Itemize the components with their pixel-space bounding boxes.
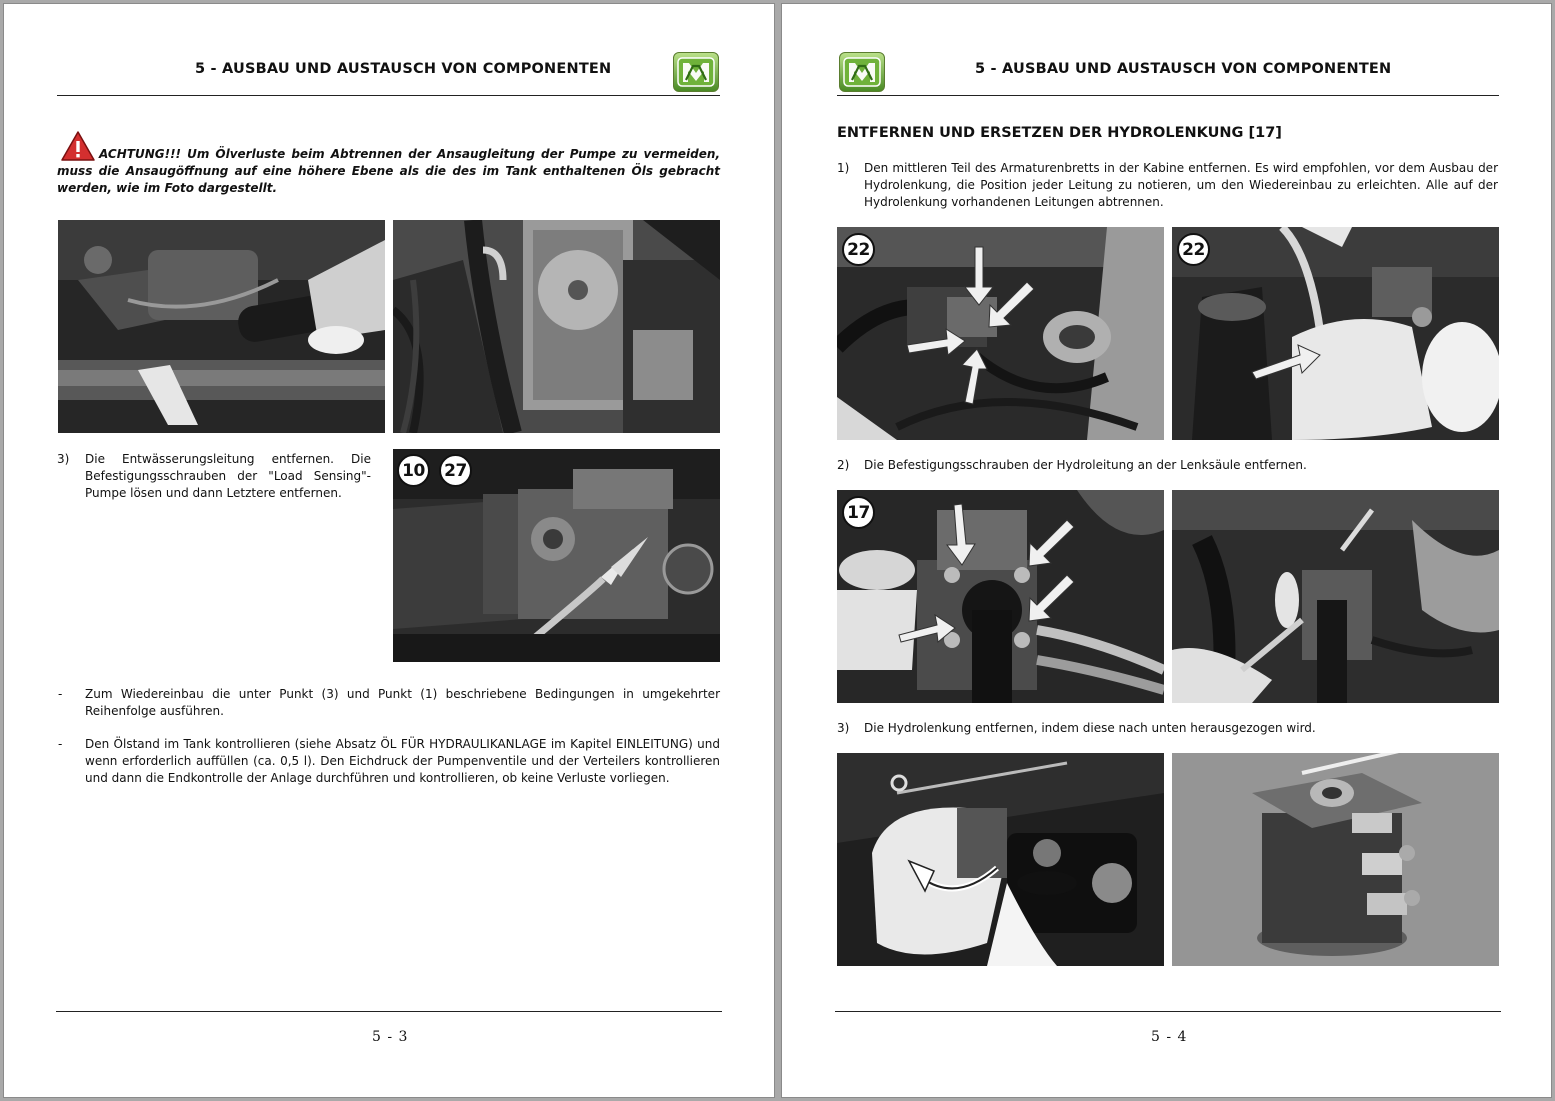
photo-steering-unit-removal xyxy=(837,753,1164,966)
header-rule xyxy=(57,95,720,96)
photo-pump-suction xyxy=(58,220,385,433)
logo-mark-icon xyxy=(843,56,881,88)
section-heading: ENTFERNEN UND ERSETZEN DER HYDROLENKUNG [17] xyxy=(837,125,1282,141)
document-page-left xyxy=(4,4,774,1097)
document-page-right xyxy=(782,4,1551,1097)
header-rule xyxy=(837,95,1499,96)
page-number: 5 - 4 xyxy=(1151,1029,1188,1045)
footer-rule xyxy=(835,1011,1501,1012)
step-number: 3) xyxy=(57,452,70,466)
reference-badge: 10 xyxy=(397,454,430,487)
step-number: 1) xyxy=(837,161,850,175)
logo-mark-icon xyxy=(677,56,715,88)
footer-rule xyxy=(56,1011,722,1012)
step-number: 2) xyxy=(837,458,850,472)
reference-badge: 17 xyxy=(842,496,875,529)
step-text: Den mittleren Teil des Armaturenbretts in der Kabine entfernen. Es wird empfohlen, vor dem Ausbau der Hydrolenkung, die Position jeder Leitung zu notieren, um den Wiedereinbau zu erleichten. Alle auf der Hydrolenkung vorhandenen Leitungen abtrennen. xyxy=(864,161,1498,209)
reference-badge: 22 xyxy=(842,233,875,266)
step-number: 3) xyxy=(837,721,850,735)
photo-steering-lines-marked xyxy=(837,227,1164,440)
reference-badge: 22 xyxy=(1177,233,1210,266)
bullet-mark: - xyxy=(58,737,63,751)
manitou-logo xyxy=(839,52,885,92)
photo-steering-column-wrench xyxy=(1172,490,1499,703)
step-text: Die Entwässerungsleitung entfernen. Die Befestigungsschrauben der "Load Sensing"-Pumpe lösen und dann Letztere entfernen. xyxy=(85,452,371,500)
bullet-mark: - xyxy=(58,687,63,701)
bullet-text: Den Ölstand im Tank kontrollieren (siehe Absatz ÖL FÜR HYDRAULIKANLAGE im Kapitel EINLEITUNG) und wenn erforderlich auffüllen (ca. 0,5 l). Den Eichdruck der Pumpenventile und der Verteilers kontrollieren und dann die Endkontrolle der Anlage durchführen und kontrollieren, ob keine Verluste vorliegen. xyxy=(85,737,720,785)
bullet-text: Zum Wiedereinbau die unter Punkt (3) und Punkt (1) beschriebene Bedingungen in umgekehrter Reihenfolge ausführen. xyxy=(85,687,720,718)
photo-steering-column-bolts xyxy=(837,490,1164,703)
warning-text: ACHTUNG!!! Um Ölverluste beim Abtrennen der Ansaugleitung der Pumpe zu vermeiden, muss die Ansaugöffnung auf eine höhere Ebene als die des im Tank enthaltenen Öls gebracht werden, wie im Foto dargestellt. xyxy=(57,147,720,195)
step-text: Die Befestigungsschrauben der Hydroleitung an der Lenksäule entfernen. xyxy=(864,458,1307,472)
reference-badge: 27 xyxy=(439,454,472,487)
photo-engine-hose xyxy=(393,220,720,433)
photo-steering-unit-isolated xyxy=(1172,753,1499,966)
page-number: 5 - 3 xyxy=(372,1029,409,1045)
page-header-title: 5 - AUSBAU UND AUSTAUSCH VON COMPONENTEN xyxy=(195,61,612,77)
step-text: Die Hydrolenkung entfernen, indem diese nach unten herausgezogen wird. xyxy=(864,721,1316,735)
photo-load-sensing-pump xyxy=(393,449,720,662)
manitou-logo xyxy=(673,52,719,92)
page-header-title: 5 - AUSBAU UND AUSTAUSCH VON COMPONENTEN xyxy=(975,61,1392,77)
photo-steering-wrench xyxy=(1172,227,1499,440)
